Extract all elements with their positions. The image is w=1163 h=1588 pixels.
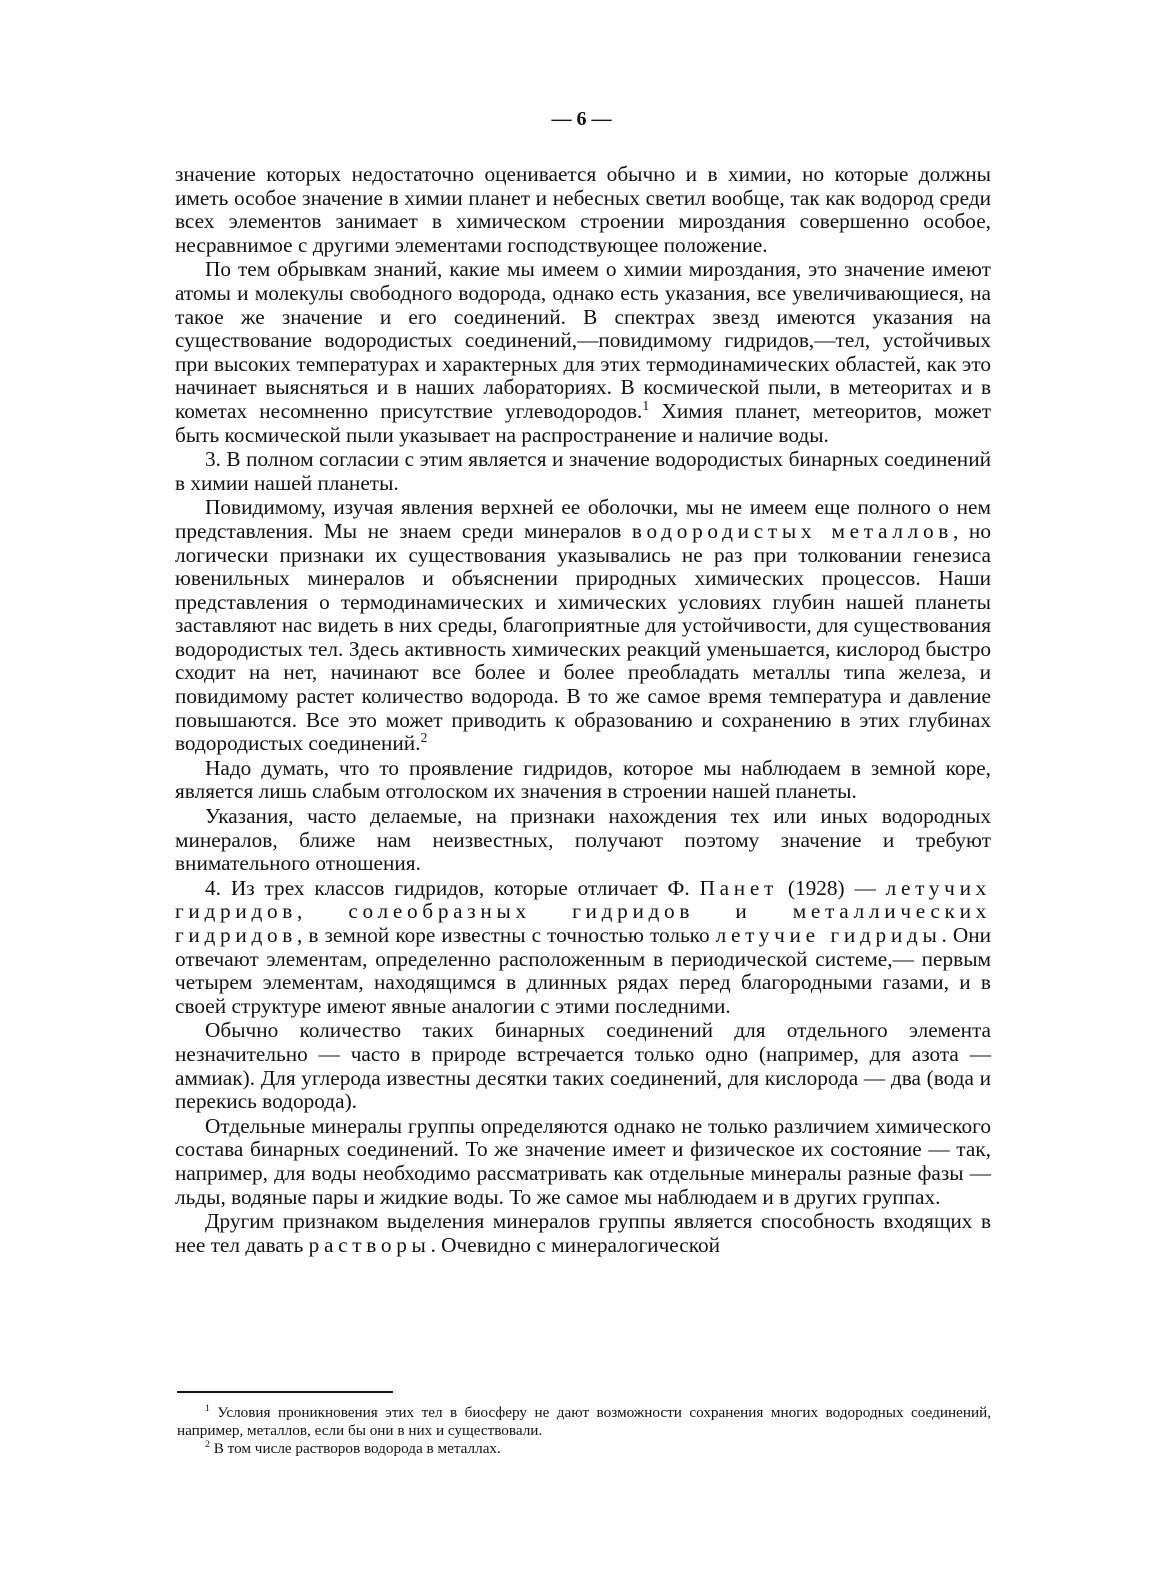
paragraph-hydrides-crust — [175, 757, 991, 804]
footnote-text: Условия проникновения этих тел в биосферу не дают возможности сохранения многих водородных соединений, например, металлов, если бы они в них и существовали. — [177, 1404, 991, 1439]
body-text — [175, 163, 991, 1258]
spaced-emphasis: летучие гидриды — [715, 923, 942, 947]
paragraph-text: значение которых недостаточно оценивается обычно и в химии, но которые должны иметь особое значение в химии планет и небесных светил вообще, так как водород среди всех элементов занимает в химическом строении мироздания совершенно особое, несравнимое с другими элементами господствующее положение. — [175, 162, 991, 257]
footnote-mark: 2 — [205, 1438, 210, 1450]
paragraph-text: , в земной коре известны с точностью только — [297, 923, 716, 947]
paragraph-text: , но логически признаки их существования указывались не раз при толковании генезиса ювенильных минералов и объяснении природных химических процессов. Наши представления о термодинамических и химических условиях глубин нашей планеты заставляют нас видеть в них среды, благоприятные для устойчивости, для существования водородистых тел. Здесь активность химических реакций уменьшается, кислород быстро сходит на нет, начинают все более и более преобладать металлы типа железа, и повидимому растет количество водорода. В то же самое время температура и давление повышаются. Все это может приводить к образованию и сохранению в этих глубинах водородистых соединений. — [175, 518, 991, 756]
paragraph-section-4 — [175, 877, 991, 1019]
spaced-emphasis: летучих гидридов, солеобразных гидридов и металлических гидридов — [175, 875, 991, 947]
paragraph-solutions — [175, 1210, 991, 1257]
paragraph-text: Повидимому, изучая явления верхней ее оболочки, мы не имеем еще полного о нем представления. Мы не знаем среди минералов — [175, 495, 991, 543]
paragraph-section-3 — [175, 448, 991, 495]
paragraph-text: . Они отвечают элементам, определенно расположенным в периодической системе,— первым четырем элементам, находящимся в длинных рядах перед благородными газами, и в своей структуре имеют явные аналогии с этими последними. — [175, 923, 991, 1018]
paragraph-text: 3. В полном согласии с этим является и значение водородистых бинарных соединений в химии нашей планеты. — [175, 447, 991, 495]
page-number: — 6 — — [551, 108, 612, 130]
paragraph-text: По тем обрывкам знаний, какие мы имеем о химии мироздания, это значение имеют атомы и молекулы свободного водорода, однако есть указания, все увеличивающиеся, на такое же значение и его соединений. В спектрах звезд имеются указания на существование водородистых соединений,—повидимому гидридов,—тел, устойчивых при высоких температурах и характерных для этих термодинамических областей, как это начинает выясняться и в наших лабораториях. В космической пыли, в метеоритах и в кометах несомненно присутствие углеводородов. — [175, 257, 991, 423]
paragraph-text: Указания, часто делаемые, на признаки нахождения тех или иных водородных минералов, ближе нам неизвестных, получают поэтому значение и требуют внимательного отношения. — [175, 804, 991, 876]
paragraph-text: (1928) — — [778, 875, 886, 900]
footnote-ref[interactable]: 2 — [420, 730, 428, 746]
paragraph-continuation — [175, 163, 991, 257]
paragraph-text: Надо думать, что то проявление гидридов, которое мы наблюдаем в земной коре, является лишь слабым отголоском их значения в строении нашей планеты. — [175, 755, 991, 804]
paragraph-text: 4. Из трех классов гидридов, которые отличает Ф. — [205, 875, 700, 900]
paragraph-text: . Очевидно с минералогической — [430, 1232, 721, 1257]
footnote-text: В том числе растворов водорода в металлах. — [213, 1440, 501, 1457]
footnote-ref[interactable]: 1 — [642, 397, 650, 413]
footnotes — [177, 1404, 991, 1458]
paragraph-text: Обычно количество таких бинарных соединений для отдельного элемента незначительно — часто в природе встречается только одно (например, для азота — аммиак). Для углерода известны десятки таких соединений, для кислорода — два (вода и перекись водорода). — [175, 1018, 991, 1114]
paragraph-indications — [175, 805, 991, 876]
footnote-divider — [177, 1391, 393, 1393]
paragraph-text: Химия планет, метеоритов, может быть космической пыли указывает на распространение и наличие воды. — [175, 398, 992, 447]
paragraph-text: Другим признаком выделения минералов группы является способность входящих в нее тел давать — [175, 1209, 991, 1257]
paragraph-hydrogen-metals — [175, 496, 991, 756]
paragraph-universe-chemistry — [175, 258, 991, 447]
paragraph-text: Отдельные минералы группы определяются однако не только различием химического состава бинарных соединений. То же значение имеет и физическое их состояние — так, например, для воды необходимо рассматривать как отдельные минералы разные фазы — льды, водяные пары и жидкие воды. То же самое мы наблюдаем и в других группах. — [175, 1113, 991, 1209]
spaced-emphasis: растворы — [308, 1232, 431, 1257]
spaced-emphasis: водородистых металлов — [631, 518, 954, 543]
footnote-mark: 1 — [205, 1402, 210, 1414]
footnote-1 — [177, 1404, 991, 1440]
paragraph-binary-count — [175, 1019, 991, 1113]
spaced-emphasis: Панет — [699, 875, 778, 900]
footnote-2 — [177, 1440, 991, 1458]
paragraph-physical-state — [175, 1115, 991, 1209]
